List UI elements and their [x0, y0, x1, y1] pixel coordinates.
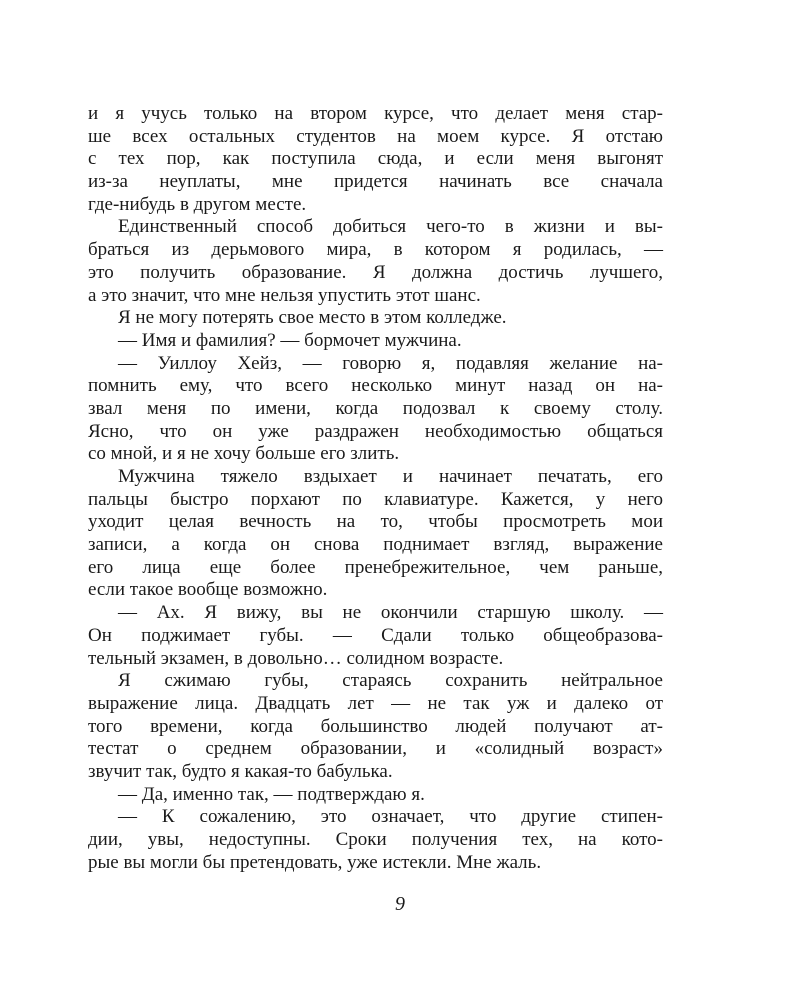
paragraph [88, 216, 663, 307]
text-line: пальцы быстро порхают по клавиатуре. Кажется, у него [88, 488, 663, 510]
text-line: — Да, именно так, — подтверждаю я. [118, 783, 425, 805]
text-line: Я сжимаю губы, стараясь сохранить нейтральное [118, 670, 663, 692]
text-line: а это значит, что мне нельзя упустить этот шанс. [88, 284, 481, 306]
text-line: ше всех остальных студентов на моем курсе. Я отстаю [88, 125, 663, 147]
text-line: того времени, когда большинство людей получают ат- [88, 715, 663, 737]
text-line: Он поджимает губы. — Сдали только общеобразова- [88, 624, 663, 646]
paragraph [88, 330, 663, 353]
text-line: выражение лица. Двадцать лет — не так уж и далеко от [88, 692, 663, 714]
paragraph [88, 103, 663, 216]
paragraph [88, 670, 663, 783]
text-line: со мной, и я не хочу больше его злить. [88, 443, 400, 465]
text-line: тестат о среднем образовании, и «солидный возраст» [88, 738, 663, 760]
text-line: Ясно, что он уже раздражен необходимостью общаться [88, 420, 663, 442]
text-line: рые вы могли бы претендовать, уже истекли. Мне жаль. [88, 851, 542, 873]
text-line: где-нибудь в другом месте. [88, 193, 307, 215]
book-page-text [88, 103, 663, 874]
text-line: звал меня по имени, когда подозвал к своему столу. [88, 397, 663, 419]
text-line: звучит так, будто я какая-то бабулька. [88, 760, 393, 782]
text-line: если такое вообще возможно. [88, 579, 328, 601]
text-line: это получить образование. Я должна достичь лучшего, [88, 261, 663, 283]
paragraph [88, 307, 663, 330]
paragraph [88, 353, 663, 466]
text-line: — Имя и фамилия? — бормочет мужчина. [118, 329, 462, 351]
text-line: — К сожалению, это означает, что другие стипен- [118, 806, 663, 828]
text-line: записи, а когда он снова поднимает взгляд, выражение [88, 534, 663, 556]
text-line: — Уиллоу Хейз, — говорю я, подавляя желание на- [118, 352, 663, 374]
paragraph [88, 602, 663, 670]
text-line: с тех пор, как поступила сюда, и если меня выгонят [88, 148, 663, 170]
text-line: Мужчина тяжело вздыхает и начинает печатать, его [118, 466, 663, 487]
text-line: уходит целая вечность на то, чтобы просмотреть мои [88, 511, 663, 533]
text-line: дии, увы, недоступны. Сроки получения тех, на кото- [88, 829, 663, 850]
text-line: из-за неуплаты, мне придется начинать все сначала [88, 171, 663, 193]
paragraph [88, 466, 663, 602]
paragraph [88, 806, 663, 874]
text-line: тельный экзамен, в довольно… солидном возрасте. [88, 647, 504, 669]
text-line: — Ах. Я вижу, вы не окончили старшую школу. — [118, 602, 663, 624]
text-line: Единственный способ добиться чего-то в жизни и вы- [118, 216, 663, 238]
page-number: 9 [395, 893, 405, 915]
text-line: браться из дерьмового мира, в котором я родилась, — [88, 239, 663, 261]
paragraph [88, 784, 663, 807]
text-line: помнить ему, что всего несколько минут назад он на- [88, 375, 663, 397]
text-line: и я учусь только на втором курсе, что делает меня стар- [88, 103, 663, 124]
text-line: его лица еще более пренебрежительное, чем раньше, [88, 556, 663, 578]
text-line: Я не могу потерять свое место в этом колледже. [118, 307, 507, 329]
